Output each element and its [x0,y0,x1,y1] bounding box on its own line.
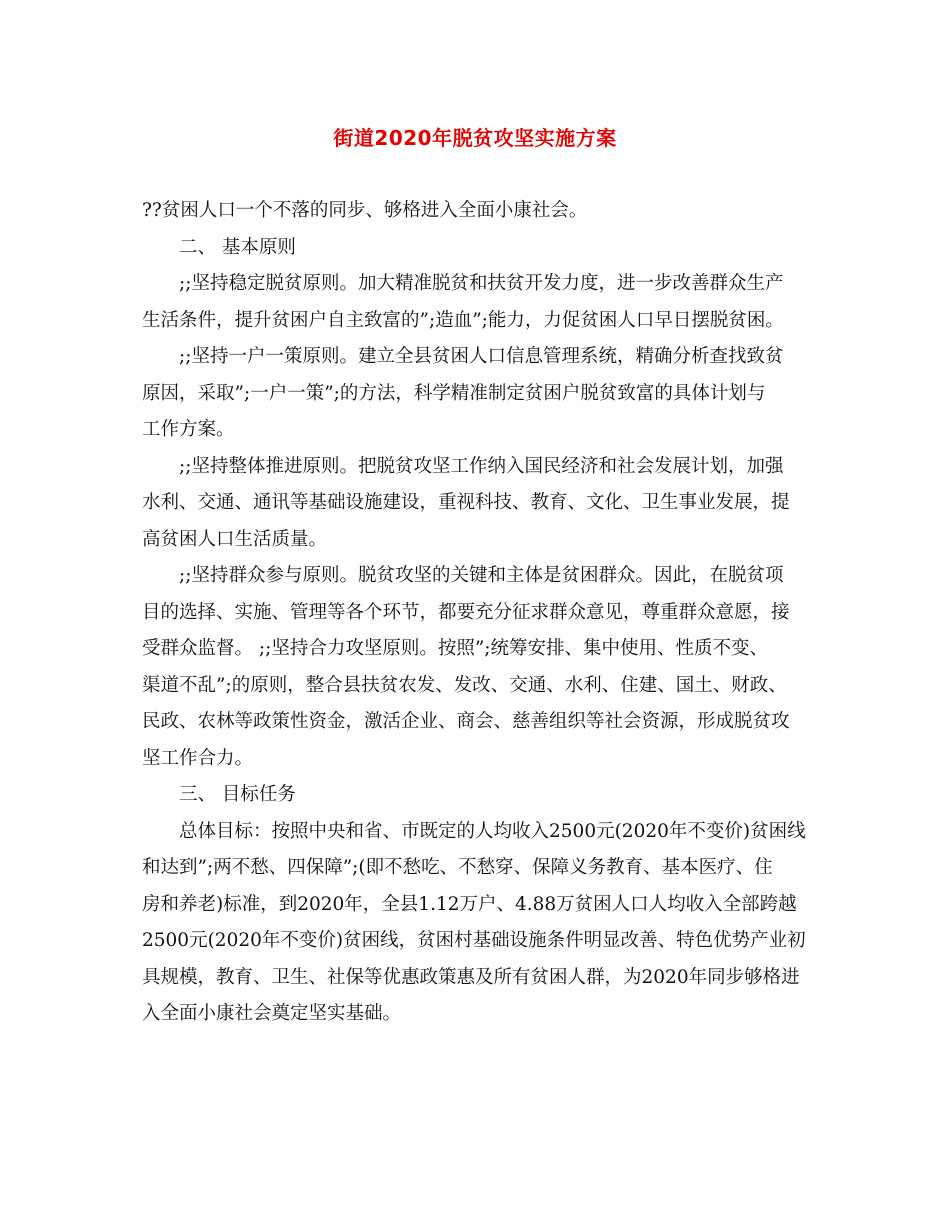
document-body [142,193,812,1033]
text-line: 高贫困人口生活质量。 [142,528,328,550]
document-title: 街道2020年脱贫攻坚实施方案 [333,126,617,150]
text-line: 2500元(2020年不变价)贫困线，贫困村基础设施条件明显改善、特色优势产业初 [142,930,806,951]
text-line: 受群众监督。 ;;坚持合力攻坚原则。按照”;统筹安排、集中使用、性质不变、 [142,638,769,659]
text-line: 和达到”;两不愁、四保障”;(即不愁吃、不愁穿、保障义务教育、基本医疗、住 [142,857,773,878]
text-line: 原因，采取”;一户一策”;的方法，科学精准制定贫困户脱贫致富的具体计划与 [142,382,766,404]
text-line: ;;坚持一户一策原则。建立全县贫困人口信息管理系统，精确分析查找致贫 [179,346,784,367]
text-line: 房和养老)标准，到2020年，全县1.12万户、4.88万贫困人口人均收入全部跨越 [142,893,797,915]
text-line: 具规模，教育、卫生、社保等优惠政策惠及所有贫困人群，为2020年同步够格进 [142,966,800,988]
text-line: ;;坚持群众参与原则。脱贫攻坚的关键和主体是贫困群众。因此，在脱贫项 [179,565,784,586]
text-line: 水利、交通、通讯等基础设施建设，重视科技、教育、文化、卫生事业发展，提 [142,492,790,513]
section-heading: 三、 目标任务 [179,784,296,805]
text-line: 总体目标：按照中央和省、市既定的人均收入2500元(2020年不变价)贫困线 [179,820,806,842]
text-line: 目的选择、实施、管理等各个环节，都要充分征求群众意见，尊重群众意愿，接 [142,601,790,623]
text-line: 坚工作合力。 [142,747,254,769]
text-line: 工作方案。 [142,419,235,440]
text-line: ;;坚持稳定脱贫原则。加大精准脱贫和扶贫开发力度，进一步改善群众生产 [179,273,784,294]
section-heading: 二、 基本原则 [179,236,296,258]
text-line: 生活条件，提升贫困户自主致富的”;造血”;能力，力促贫困人口早日摆脱贫困。 [142,309,784,331]
text-line: ;;坚持整体推进原则。把脱贫攻坚工作纳入国民经济和社会发展计划，加强 [179,455,784,477]
text-line: 民政、农林等政策性资金，激活企业、商会、慈善组织等社会资源，形成脱贫攻 [142,711,790,732]
text-line: 入全面小康社会奠定坚实基础。 [142,1003,402,1024]
text-line: 渠道不乱”;的原则，整合县扶贫农发、发改、交通、水利、住建、国土、财政、 [142,674,787,696]
text-line: ??贫困人口一个不落的同步、够格进入全面小康社会。 [142,200,588,221]
